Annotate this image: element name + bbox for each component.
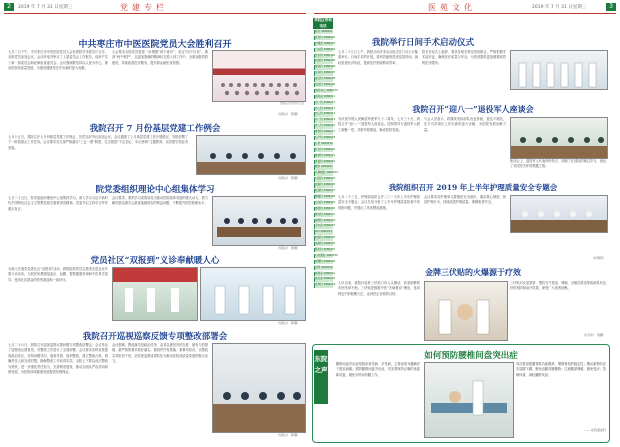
- feature-body: 其次要加强腰背肌功能锻炼，增强脊柱的稳定性；搬运重物时应先屈膝下蹲，避免直腰弯腰搬物；注意腰部保暖，避免受凉；控制体重，减轻腰椎负担。: [516, 362, 606, 377]
- article-author: （党院办 陈娜）: [275, 246, 300, 250]
- article-body: 七月十五日，我院召开七月份基层党建工作例会，各党支部书记参加会议。会议通报了上月基层党建工作开展情况，安排部署了下一阶段重点工作任务。会议要求各支部严格落实“三会一课”制度，扎实推进“不忘初心、牢记使命”主题教育，以党建引领业务发展。: [8, 135, 188, 150]
- article-title: 我院召开 7 月份基层党建工作例会: [89, 124, 221, 134]
- article-body: 与会人员表示，将继续发扬部队优良传统，退伍不褪色，在平凡的岗位上作出新的更大贡献，为医院发展贡献力量。: [424, 117, 506, 132]
- photo-volunteers: [200, 267, 306, 321]
- phone-item: 药库 3080040: [315, 265, 333, 269]
- photo-community-clinic: [112, 267, 198, 321]
- article-body: 三伏贴对反复感冒、慢性支气管炎、哮喘、过敏性鼻炎等疾病具有良好的预防和治疗效果，深受广大患者信赖。: [510, 281, 606, 291]
- phone-item: 口腔科 3080025: [315, 177, 336, 181]
- photo-caption: 医院召开党员大会: [279, 101, 304, 105]
- phone-item: 护理部 3080003: [315, 41, 336, 45]
- article-body: 为深入开展党员进社区“双报到”活动，我院组织党员志愿者走进社区开展义诊活动，为居民免费测量血压、血糖，提供健康咨询和中医养生指导，受到社区群众的热烈欢迎和一致好评。: [8, 267, 108, 282]
- article-title: 中共枣庄市中医医院党员大会胜利召开: [78, 40, 232, 50]
- phone-item: 院办 3080001: [315, 30, 333, 33]
- header-date: 2019 年 7 月 31 日星期三: [532, 5, 587, 10]
- photo-rectification-meeting: [212, 343, 306, 433]
- page-number: 2: [4, 3, 14, 11]
- phone-item: 病案室 3080011: [315, 94, 336, 98]
- article-title: 我院召开“迎八一”退役军人座谈会: [412, 104, 534, 114]
- feature-body: 腰椎间盘突出症是临床常见病、多发病，主要表现为腰痛伴下肢放射痛。预防腰椎间盘突出症，首先要保持正确的坐姿和站姿，避免长时间弯腰工作。: [336, 362, 420, 377]
- photo-study-session: [212, 196, 306, 246]
- article-author: （党院办 陈娜）: [275, 112, 300, 116]
- article-body: 会议强调，整改落实是政治任务，必须以最坚决的态度、最有力的措施、最严格的要求抓好落实，做到件件有着落、事事有回音，以整改实效取信于民，切实把巡察成果转化为推动医院高质量发展的强大动力。: [112, 343, 208, 364]
- phone-item: 心内科 3080029: [315, 200, 336, 204]
- article-body: 院长在仪式上致辞，要求各相关科室密切配合，严格把握手术适应证，确保医疗质量与安全，为患者提供更加便捷高效的医疗服务。: [422, 50, 506, 65]
- phone-item: 妇产科 3080018: [315, 136, 336, 140]
- phone-item: 外二科 3080016: [315, 124, 336, 128]
- article-body: 七月二十六日，我院召开巡视巡察反馈问题专项整改部署会。会议传达了巡察组反馈意见，对整改工作进行了全面部署。会议要求各科室要提高政治站位，坚持问题导向，逐条对照、逐项整改，建立整改台账，明确责任人和完成时限，确保整改工作取得实效。全院上下要以此次整改为契机，进一步强化责任担当，完善制度建设，推动全面从严治党向纵深发展，为医院持续健康发展提供坚强保证。: [8, 343, 108, 375]
- phone-item: 门诊部 3080004: [315, 47, 336, 51]
- phone-item: 总务科 3080007: [315, 71, 336, 75]
- phone-item: 心电图室 3080038: [315, 253, 338, 257]
- phone-item: 超声科 3080037: [315, 247, 336, 251]
- article-author: （党院办 陈娜）: [275, 433, 300, 437]
- phone-item: 检验科 3080035: [315, 236, 336, 240]
- article-author: （护理部）: [590, 256, 606, 260]
- phone-item: 眼科 3080023: [315, 165, 333, 169]
- phone-item: 信息科 3080009: [315, 83, 336, 87]
- phone-item: 营养科 3080043: [315, 283, 336, 287]
- phone-item: 骨伤科 3080017: [315, 130, 336, 134]
- phone-item: 推拿科 3080021: [315, 153, 336, 157]
- photo-nursing-meeting: [510, 195, 608, 233]
- phone-item: 内一科 3080012: [315, 100, 336, 104]
- article-body: 入伏以来，我院针灸科三伏贴门诊人头攒动，前来贴敷的市民络绎不绝。三伏贴是根据中医“冬病夏治”理论，选用特定中药贴敷穴位，达到扶正祛邪的目的。: [338, 281, 420, 296]
- phone-item: 外一科 3080015: [315, 118, 336, 122]
- phone-item: 耳鼻喉科 3080024: [315, 171, 338, 175]
- article-title: 我院组织召开 2019 年上半年护理质量安全专题会: [388, 183, 558, 192]
- phone-item: 康复科 3080022: [315, 159, 336, 163]
- article-title: 院党委组织理论中心组集体学习: [95, 185, 215, 195]
- phone-item: 体检中心 3080010: [315, 88, 338, 92]
- feature-title: 如何预防腰椎间盘突出症: [424, 351, 518, 361]
- sidebar-label: 枣院区咨询电话: [314, 18, 332, 28]
- photo-rehab: [424, 362, 514, 438]
- phone-item: 保卫科 3080008: [315, 77, 336, 81]
- header-divider: [314, 13, 616, 14]
- article-body: 七月二十九日上午，我院日间手术启动仪式在门诊大厅隆重举行。日间手术的开展，将有效缩短患者住院时间，减轻患者经济负担，提高医疗资源利用效率。: [338, 50, 418, 65]
- phone-item: 肿瘤科 3080028: [315, 194, 336, 198]
- phone-item: ICU 3080034: [315, 230, 332, 234]
- phone-item: 制剂室 3080041: [315, 271, 336, 275]
- article-title: 党员社区“双报到”义诊奉献暖人心: [90, 256, 220, 266]
- article-body: 为庆祝中国人民解放军建军九十二周年，七月三十日，我院召开“迎八一”退役军人座谈会。医院领导与退役军人职工欢聚一堂，共叙军旅情谊，畅谈医院发展。: [338, 117, 420, 132]
- article-body: 会议要求，要把学习成果转化为推动医院改革发展的强大动力，着力解决群众最关心最直接最现实的利益问题，不断提升医院管理水平。: [112, 196, 208, 206]
- phone-item: 针灸科 3080020: [315, 147, 336, 151]
- article-author: （针灸科 周鹏）: [581, 333, 606, 337]
- phone-item: 医务科 3080002: [315, 35, 336, 39]
- photo-veterans-forum: [510, 117, 608, 159]
- article-title: 我院举行日间手术启动仪式: [371, 38, 474, 48]
- photo-sanfu-patch: [424, 281, 508, 341]
- feature-tag: 东院之声: [314, 350, 328, 404]
- photo-party-meeting: [212, 50, 306, 102]
- phone-item: 放射科 3080036: [315, 242, 336, 246]
- header-divider: [4, 13, 306, 14]
- article-author: （党院办 陈娜）: [275, 176, 300, 180]
- photo-day-surgery-ceremony: [510, 50, 608, 90]
- phone-item: 皮肤科 3080026: [315, 183, 336, 187]
- article-body: 会议要求各护理单元要强化安全意识，落实核心制度，规范护理行为，持续改进护理质量，保障患者安全。: [424, 195, 506, 205]
- article-body: 七月二十五日，院党委组织理论中心组集体学习，深入学习习近平新时代中国特色社会主义思想及相关重要讲话精神。党委书记主持学习并作重点发言。: [8, 196, 108, 211]
- phone-item: 手术室 3080033: [315, 224, 336, 228]
- phone-item: 儿科 3080019: [315, 141, 333, 145]
- phone-item: 财务科 3080006: [315, 65, 336, 69]
- feature-author: —— 东院康复科: [584, 428, 606, 432]
- article-author: （党院办 陈娜）: [275, 321, 300, 325]
- article-body: 座谈会上，退役军人代表纷纷发言，回顾了在部队的难忘岁月，表达了对医院关怀的感激之情。: [510, 159, 606, 169]
- article-title: 金牌三伏贴的火爆源于疗效: [425, 267, 521, 277]
- photo-party-work-meeting: [196, 135, 306, 175]
- phone-item: 病理科 3080039: [315, 259, 336, 263]
- page-number: 3: [606, 3, 616, 11]
- phone-item: 供应室 3080042: [315, 277, 336, 281]
- phone-item: 内三科 3080014: [315, 112, 336, 116]
- phone-item: 急诊科 3080120: [315, 53, 336, 57]
- phone-item: 药剂科 3080005: [315, 59, 336, 63]
- section-name: 党建专栏: [120, 3, 168, 12]
- phone-item: 神经科 3080030: [315, 206, 336, 210]
- phone-item: 麻醉科 3080032: [315, 218, 336, 222]
- phone-item: 肾内科 3080031: [315, 212, 336, 216]
- phone-item: 肛肠科 3080027: [315, 189, 336, 193]
- phone-directory: [313, 30, 338, 288]
- article-body: 七月二十三日，护理部组织召开二〇一九年上半年护理质量安全专题会。会议总结分析了上半年护理质量检查中发现的问题，并提出了具体整改措施。: [338, 195, 420, 210]
- article-body: 七月二日下午，中共枣庄市中医医院党员大会在我院学术报告厅召开。全院党员参加会议，会议听取并审议了上届委员会工作报告，选举产生了新一届委员会和纪律检查委员会。会议强调要坚持以人民为中心，推动医院高质量发展，为建设健康枣庄作出新的更大贡献。: [8, 50, 108, 71]
- section-name: 医苑文化: [428, 3, 476, 12]
- phone-item: 内二科 3080013: [315, 106, 336, 110]
- header-date: 2019 年 7 月 31 日星期三: [18, 5, 73, 10]
- article-body: 大会要求全院党员要进一步增强“四个意识”，坚定“四个自信”，做到“两个维护”，以更加饱满的精神状态投入到工作中，全面加强党的建设，持续改善医疗服务，提升群众就医获得感。: [112, 50, 208, 65]
- article-title: 我院召开巡视巡察反馈专项整改部署会: [82, 332, 228, 342]
